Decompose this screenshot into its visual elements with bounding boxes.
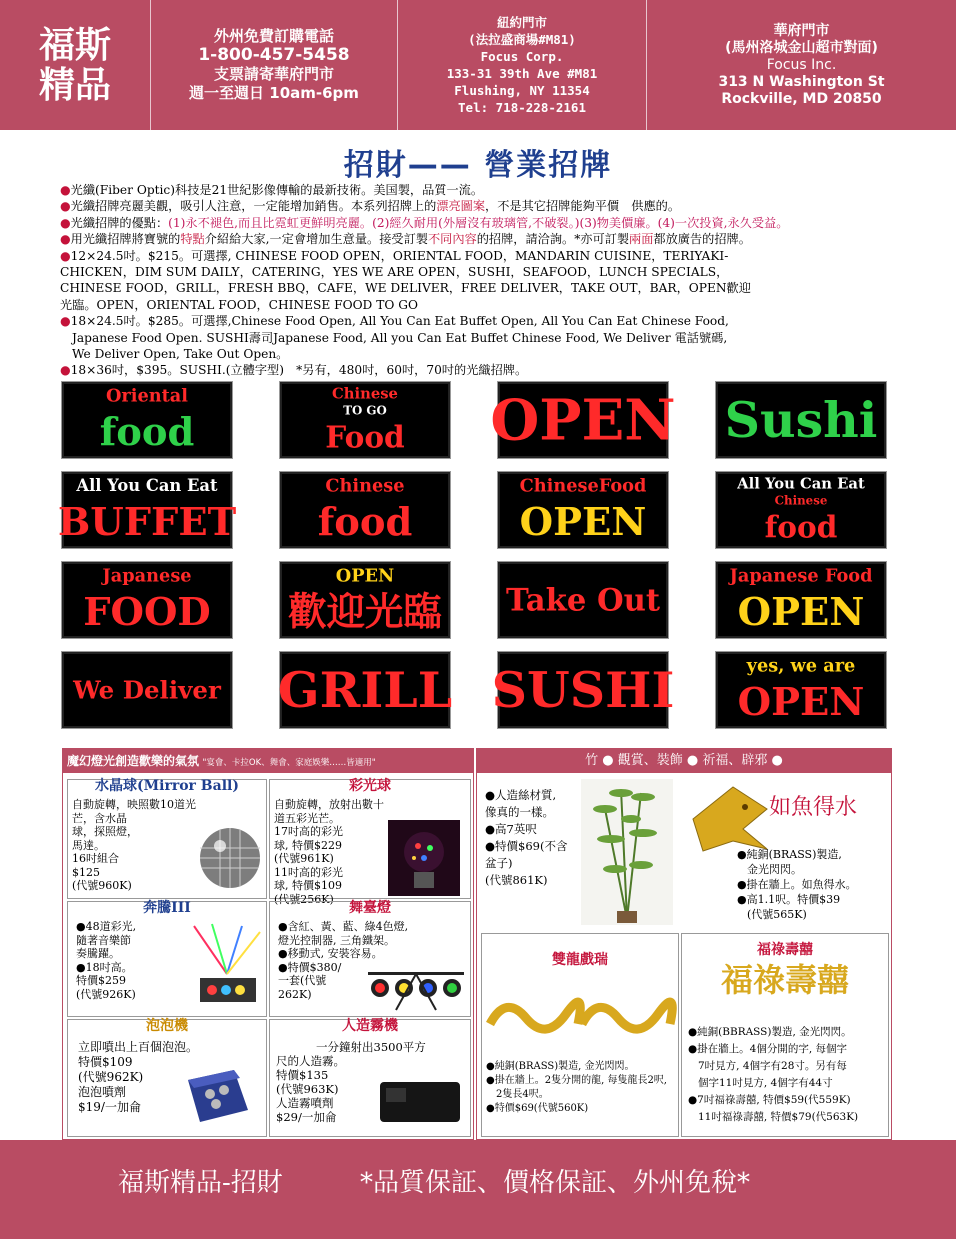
- color-ball-item[interactable]: [269, 778, 471, 906]
- logo-line-2: 精品: [38, 64, 111, 106]
- ny-store-city: Flushing, NY 11354: [454, 83, 590, 98]
- bullet-custom-order: ●用光纖招牌將寶號的特點介紹給大家,一定會增加生意量。接受訂製不同內容的招牌，請洽詢。*亦可訂製兩面都放廣告的招牌。: [60, 232, 751, 247]
- fortune-gold-characters: 福祿壽囍: [720, 960, 849, 999]
- fog-line: 特價$135: [276, 1068, 329, 1082]
- mirror-ball-title: 水晶球(Mirror Ball): [95, 778, 239, 794]
- neon-sign-3[interactable]: [490, 382, 676, 458]
- fortune-title: 福祿壽囍: [757, 942, 813, 958]
- fog-line: 人造霧噴劑: [276, 1096, 334, 1110]
- fog-line: $29/一加侖: [276, 1110, 337, 1124]
- color-line: 自動旋轉，放射出數十: [274, 798, 384, 811]
- party-lights-note: "宴會、卡拉OK、舞會、家庭娛樂……皆適用": [202, 758, 376, 768]
- neon-sign-text: OPEN: [490, 387, 676, 454]
- neon-sign-text: GRILL: [277, 661, 453, 720]
- dc-store-block: [647, 0, 956, 130]
- neon-sign-text: OPEN: [519, 499, 647, 545]
- stage-line: ●移動式, 安裝容易。: [278, 947, 383, 960]
- party-lights-panel: [62, 748, 474, 1140]
- stage-line: 262K): [278, 987, 312, 1001]
- neon-sign-text: food: [99, 409, 195, 455]
- color-line: (代號256K): [274, 892, 334, 906]
- mirror-line: (代號960K): [72, 879, 132, 892]
- neon-sign-graphic: [57, 474, 237, 546]
- neon-sign-graphic: [277, 654, 453, 726]
- logo-line-1: 福斯: [38, 24, 111, 66]
- fortune-characters-item[interactable]: [681, 933, 889, 1137]
- fortune-line: 7吋見方, 4個字有28寸。另有每: [698, 1060, 847, 1072]
- neon-sign-text: Oriental: [105, 385, 189, 407]
- dc-store-location: (馬州洛城金山超市對面): [725, 39, 878, 56]
- fish-line: ●純銅(BRASS)製造,: [737, 848, 842, 861]
- ny-store-title: 紐約門市: [496, 15, 547, 30]
- neon-sign-8[interactable]: [716, 472, 886, 548]
- color-line: 球, 特價$229: [274, 838, 342, 852]
- order-phone-block: [151, 0, 398, 130]
- fish-line: 金光閃閃。: [747, 863, 802, 876]
- decor-header: 竹 ● 觀賞、裝飾 ● 祈福、辟邪 ●: [477, 749, 891, 773]
- twin-dragon-item[interactable]: [481, 933, 679, 1137]
- fish-line: ●高1.1呎。特價$39: [737, 893, 841, 906]
- stage-title: 舞臺燈: [349, 900, 391, 916]
- fish-line: ●掛在牆上。如魚得水。: [737, 878, 857, 891]
- neon-sign-text: yes, we are: [746, 655, 856, 677]
- bubble-line: 泡泡噴劑: [78, 1085, 127, 1099]
- neon-sign-text: Take Out: [505, 582, 661, 619]
- neon-sign-graphic: [500, 474, 666, 546]
- surge-line: ●48道彩光,: [76, 920, 137, 933]
- neon-sign-text: FOOD: [83, 589, 211, 635]
- neon-sign-text: Japanese Food: [729, 565, 873, 587]
- neon-sign-text: OPEN: [737, 589, 865, 635]
- fortune-line: 11吋福祿壽囍, 特價$79(代563K): [698, 1111, 859, 1123]
- footer-band: [0, 1140, 956, 1239]
- neon-sign-graphic: [490, 384, 676, 456]
- bamboo-line: 像真的一樣。: [485, 805, 554, 819]
- fog-line: 尺的人造霧。: [276, 1054, 345, 1068]
- bamboo-image: [581, 779, 673, 925]
- color-line: (代號961K): [274, 852, 334, 865]
- ny-store-block: [398, 0, 647, 130]
- dragon-line: ●純銅(BRASS)製造, 金光閃閃。: [486, 1061, 635, 1072]
- footer-guarantee: *品質保証、價格保証、外州免稅*: [360, 1168, 751, 1198]
- bubble-machine-item[interactable]: [67, 1019, 267, 1137]
- neon-sign-graphic: [718, 564, 884, 636]
- bamboo-line: ●人造絲材質,: [485, 788, 557, 802]
- fortune-line: ●純銅(BBRASS)製造, 金光閃閃。: [688, 1026, 852, 1038]
- surge-line: 特價$259: [76, 974, 126, 987]
- neon-sign-text: Chinese: [774, 493, 828, 508]
- footer-brand: 福斯精品-招財: [118, 1168, 283, 1198]
- neon-sign-text: BUFFET: [57, 499, 237, 545]
- bubble-machine-image: [178, 1060, 254, 1130]
- neon-sign-graphic: [282, 564, 448, 636]
- fog-machine-item[interactable]: [269, 1019, 471, 1137]
- stage-line: 一套(代號: [278, 974, 327, 987]
- bullet-size-12x24: ●12×24.5吋。$215。可選擇, CHINESE FOOD OPEN，ORIENTAL FOOD，MANDARIN CUISINE，TERIYAKI-: [60, 248, 729, 263]
- fog-line: 一分鐘射出3500平方: [316, 1040, 426, 1054]
- product-description: [60, 182, 900, 379]
- surge-light-item[interactable]: [67, 901, 267, 1017]
- bullet-size-18x24-line2: Japanese Food Open. SUSHI壽司Japanese Food, All you Can Eat Buffet Chinese Food, We Deliver 電話號碼,: [72, 330, 728, 345]
- neon-sign-2[interactable]: [280, 382, 450, 458]
- neon-sign-7[interactable]: [498, 472, 668, 548]
- neon-sign-13[interactable]: [62, 652, 232, 728]
- neon-sign-text: Chinese: [332, 385, 398, 403]
- twin-dragon-image: [486, 984, 674, 1054]
- neon-sign-15[interactable]: [491, 652, 675, 728]
- golden-fish-title: 如魚得水: [769, 795, 858, 820]
- neon-sign-text: Food: [325, 419, 405, 455]
- ny-store-company: Focus Corp.: [480, 49, 564, 64]
- neon-sign-5[interactable]: [57, 472, 237, 548]
- bubble-line: $19/一加侖: [78, 1100, 141, 1114]
- color-line: 球, 特價$109: [274, 879, 342, 892]
- neon-sign-graphic: [491, 654, 675, 726]
- bullet-size-18x36: ●18×36吋，$395。SUSHI.(立體字型) *另有，480吋，60吋，70吋的光織招牌。: [60, 363, 528, 378]
- bullet-size-12x24-line3: CHINESE FOOD，GRILL，FRESH BBQ，CAFE，WE DELIVER，FREE DELIVER，TAKE OUT，BAR，OPEN歡迎: [60, 281, 751, 296]
- mirror-ball-item[interactable]: [67, 779, 267, 899]
- neon-sign-text: 歡迎光臨: [288, 589, 442, 635]
- color-line: 17吋高的彩光: [274, 825, 343, 838]
- neon-sign-text: food: [317, 499, 413, 545]
- mirror-line: 自動旋轉，映照數10道光: [72, 798, 196, 811]
- surge-line: ●18吋高。: [76, 960, 133, 974]
- page-title: 招財—— 營業招牌: [343, 148, 613, 183]
- neon-sign-text: Sushi: [724, 391, 878, 450]
- fog-machine-image: [374, 1072, 466, 1130]
- stage-line: ●含紅、黃、藍、綠4色燈,: [278, 920, 409, 933]
- bubble-line: 特價$109: [78, 1055, 133, 1069]
- neon-sign-text: We Deliver: [73, 675, 221, 705]
- fog-title: 人造霧機: [342, 1018, 398, 1034]
- bullet-size-18x24: ●18×24.5吋。$285。可選擇,Chinese Food Open, All You Can Eat Buffet Open, All You Can Eat Chinese Food,: [60, 314, 729, 329]
- ny-store-street: 133-31 39th Ave #M81: [446, 66, 598, 81]
- neon-sign-text: All You Can Eat: [737, 475, 865, 493]
- color-line: 道五彩光芒。: [274, 811, 340, 825]
- neon-sign-graphic: [718, 654, 884, 726]
- neon-sign-graphic: [64, 564, 230, 636]
- store-logo: [0, 0, 151, 130]
- neon-sign-graphic: [282, 474, 448, 546]
- surge-light-image: [192, 924, 262, 1010]
- dc-store-city: Rockville, MD 20850: [721, 90, 882, 107]
- neon-sign-14[interactable]: [277, 652, 453, 728]
- twin-dragon-title: 雙龍戲瑞: [552, 952, 608, 968]
- mirror-line: 球，探照燈，: [72, 825, 138, 838]
- mirror-line: 16吋組合: [72, 852, 119, 865]
- bamboo-line: 盆子): [485, 856, 513, 870]
- bullet-appearance: ●光纖招牌亮麗美觀，吸引人注意，一定能增加銷售。本系列招牌上的漂亮圖案，不是其它招牌能夠平價 供應的。: [60, 199, 681, 214]
- mirror-ball-image: [196, 824, 264, 892]
- bullet-advantages: ●光纖招牌的優點：(1)永不褪色,而且比霓虹更鮮明亮麗。(2)經久耐用(外層沒有玻璃管,不破裂。)(3)物美價廉。(4)一次投資,永久受益。: [60, 215, 789, 230]
- order-phone-label: 外州免費訂購電話: [213, 27, 334, 45]
- neon-sign-text: All You Can Eat: [76, 476, 218, 496]
- neon-sign-text: OPEN: [737, 679, 865, 725]
- ny-store-mall: (法拉盛商場#M81): [468, 32, 576, 47]
- neon-sign-text: ChineseFood: [519, 475, 647, 497]
- neon-sign-6[interactable]: [280, 472, 450, 548]
- neon-sign-12[interactable]: [716, 562, 886, 638]
- neon-sign-text: food: [764, 509, 838, 545]
- fortune-line: 個字11吋見方, 4個字有44寸: [698, 1077, 833, 1089]
- bubble-line: 立即噴出上百個泡泡。: [78, 1040, 199, 1054]
- dragon-line: ●掛在牆上。2隻分開的龍, 每隻龍長2呎,: [486, 1075, 667, 1086]
- neon-sign-graphic: [64, 384, 230, 456]
- color-line: 11吋高的彩光: [274, 865, 343, 879]
- fog-line: (代號963K): [276, 1082, 339, 1096]
- mirror-line: 芒，含水晶: [72, 811, 127, 825]
- bullet-size-12x24-line4: 光臨。OPEN，ORIENTAL FOOD，CHINESE FOOD TO GO: [60, 297, 418, 312]
- neon-sign-1[interactable]: [62, 382, 232, 458]
- fish-line: (代號565K): [747, 908, 807, 921]
- party-lights-header: [63, 749, 473, 773]
- color-ball-image: [388, 820, 460, 896]
- neon-sign-graphic: [64, 654, 230, 726]
- dc-store-street: 313 N Washington St: [718, 73, 885, 90]
- stage-line: ●特價$380/: [278, 960, 342, 974]
- dragon-line: 2隻長4呎。: [496, 1089, 549, 1100]
- surge-line: 奏騰躍。: [76, 947, 120, 960]
- neon-sign-9[interactable]: [62, 562, 232, 638]
- surge-line: 隨著音樂節: [76, 933, 131, 947]
- bullet-fiber-optic: ●光纖(Fiber Optic)科技是21世紀影像傳輸的最新技術。美国製，品質一流。: [60, 183, 484, 197]
- fortune-line: ●掛在牆上。4個分開的字, 每個字: [688, 1043, 848, 1055]
- mirror-line: $125: [72, 865, 100, 879]
- business-hours: 週一至週日 10am-6pm: [189, 84, 359, 102]
- party-lights-title: 魔幻燈光創造歡樂的氣氛: [67, 754, 200, 768]
- bamboo-item[interactable]: [481, 777, 677, 929]
- neon-sign-graphic: [282, 384, 448, 456]
- neon-sign-4[interactable]: [716, 382, 886, 458]
- accessories-section: [62, 748, 890, 1138]
- dragon-line: ●特價$69(代號560K): [486, 1103, 589, 1114]
- bubble-line: (代號962K): [78, 1070, 144, 1084]
- dc-store-title: 華府門市: [773, 22, 830, 39]
- fortune-line: ●7吋福祿壽囍, 特價$59(代559K): [688, 1094, 851, 1106]
- bullet-size-12x24-line2: CHICKEN，DIM SUM DAILY，CATERING，YES WE ARE OPEN，SUSHI，SEAFOOD，LUNCH SPECIALS，: [60, 265, 729, 280]
- neon-sign-text: Japanese: [102, 565, 192, 587]
- stage-light-image: [366, 968, 466, 1012]
- ny-store-phone[interactable]: Tel: 718-228-2161: [458, 100, 586, 115]
- bubble-title: 泡泡機: [146, 1018, 188, 1034]
- surge-line: (代號926K): [76, 987, 136, 1001]
- bamboo-line: ●高7英呎: [485, 822, 537, 836]
- golden-fish-item[interactable]: [681, 777, 887, 929]
- surge-title: 奔騰III: [143, 900, 191, 916]
- header-band: [0, 0, 956, 130]
- check-mail-note: 支票請寄華府門市: [213, 65, 334, 83]
- neon-sign-text: OPEN: [335, 565, 395, 587]
- dc-store-company: Focus Inc.: [766, 56, 837, 73]
- neon-sign-11[interactable]: [498, 562, 668, 638]
- bullet-size-18x24-line3: We Deliver Open, Take Out Open。: [72, 347, 289, 362]
- neon-sign-text: Chinese: [325, 475, 405, 497]
- mirror-line: 馬達。: [72, 838, 105, 852]
- neon-sign-text: TO GO: [343, 403, 387, 418]
- stage-light-item[interactable]: [269, 901, 471, 1017]
- neon-sign-10[interactable]: [280, 562, 450, 638]
- stage-line: 燈光控制器, 三角鐵架。: [278, 933, 395, 947]
- decor-panel: [476, 748, 892, 1140]
- neon-sign-graphic: [718, 384, 884, 456]
- neon-sign-graphic: [500, 564, 666, 636]
- bamboo-line: ●特價$69(不含: [485, 839, 568, 853]
- sign-gallery: [57, 382, 888, 742]
- neon-sign-graphic: [718, 474, 884, 546]
- neon-sign-text: SUSHI: [491, 661, 675, 720]
- color-ball-title: 彩光球: [349, 778, 391, 794]
- neon-sign-16[interactable]: [716, 652, 886, 728]
- bamboo-line: (代號861K): [485, 873, 548, 887]
- order-phone-number[interactable]: 1-800-457-5458: [198, 45, 350, 65]
